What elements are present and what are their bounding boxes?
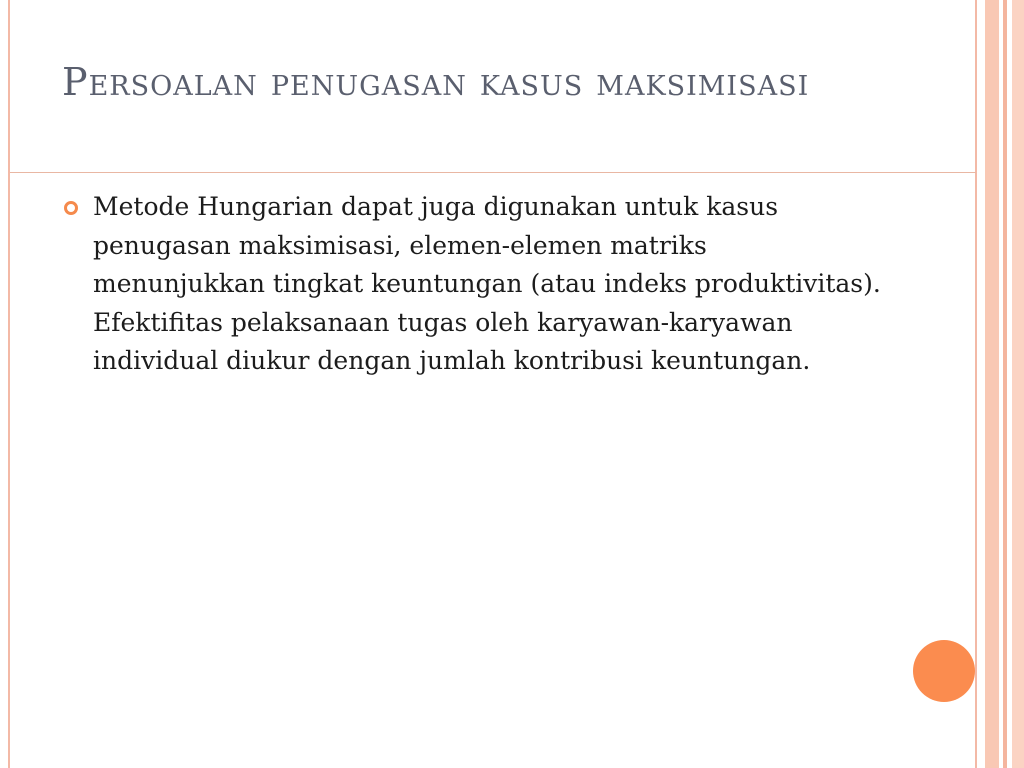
slide-title: Persoalan penugasan kasus maksimisasi	[62, 60, 810, 104]
right-stripe-wide	[985, 0, 999, 768]
decorative-orange-circle	[913, 640, 975, 702]
bullet-circle-icon	[64, 201, 78, 215]
title-divider	[10, 172, 976, 173]
right-stripe-thin	[975, 0, 977, 768]
bullet-item	[62, 188, 882, 381]
bullet-text: Metode Hungarian dapat juga digunakan untuk kasus penugasan maksimisasi, elemen-elemen matriks menunjukkan tingkat keuntungan (atau indeks produktivitas). Efektifitas pelaksanaan tugas oleh karyawan-karyawan individual diukur dengan jumlah kontribusi keuntungan.	[93, 192, 881, 375]
left-border-line	[8, 0, 10, 768]
bullet-list	[62, 188, 882, 381]
right-stripe-narrow	[1003, 0, 1007, 768]
right-stripe-edge	[1012, 0, 1024, 768]
